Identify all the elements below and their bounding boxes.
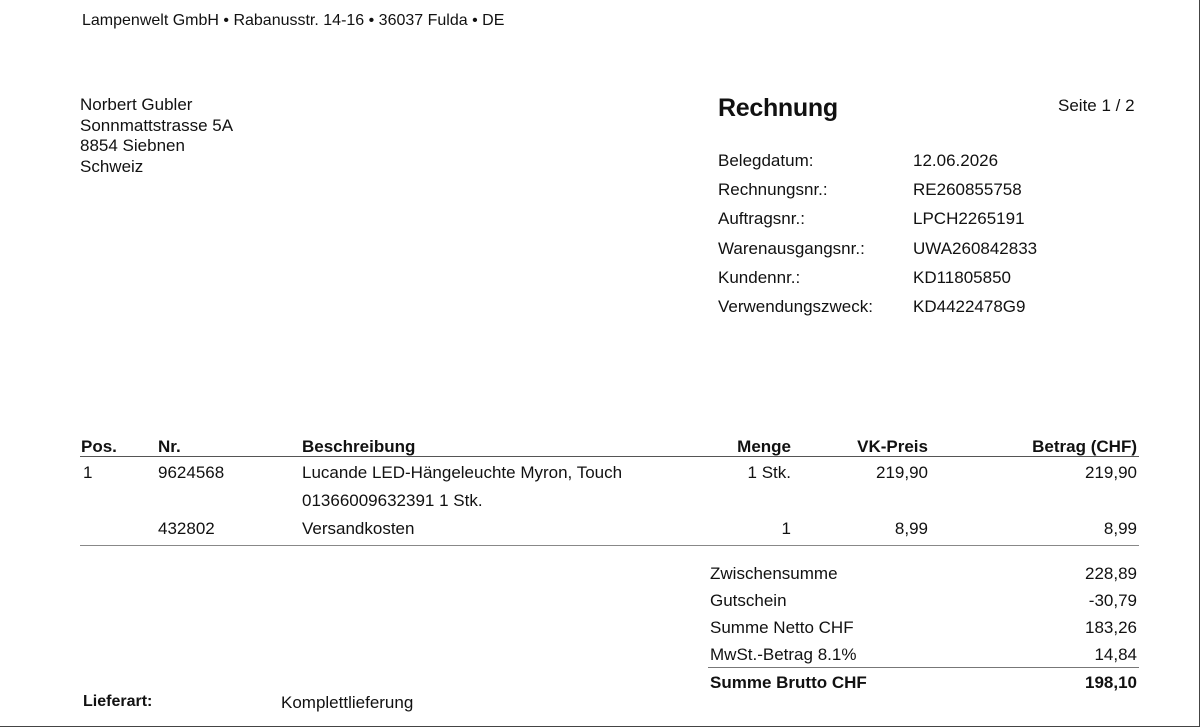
row-quantity: 1 — [781, 519, 791, 538]
recipient-country: Schweiz — [80, 156, 144, 176]
meta-label: Verwendungszweck: — [718, 296, 873, 316]
row-pos: 1 — [83, 463, 93, 482]
row-quantity: 1 Stk. — [747, 463, 791, 482]
row-nr: 432802 — [158, 519, 215, 538]
col-header-nr: Nr. — [158, 437, 181, 456]
meta-value: RE260855758 — [913, 180, 1022, 200]
row-price: 8,99 — [894, 519, 928, 538]
total-value-net: 183,26 — [1085, 618, 1137, 637]
document-title: Rechnung — [718, 94, 838, 122]
total-label-net: Summe Netto CHF — [710, 618, 854, 637]
table-bottom-divider — [80, 545, 1139, 546]
row-description: Versandkosten — [302, 519, 415, 538]
meta-value: UWA260842833 — [913, 238, 1038, 258]
row-amount: 219,90 — [1085, 463, 1137, 482]
meta-value: KD4422478G9 — [913, 296, 1026, 316]
meta-label: Warenausgangsnr.: — [718, 238, 865, 258]
total-value-subtotal: 228,89 — [1085, 564, 1137, 583]
meta-value: 12.06.2026 — [913, 151, 999, 170]
recipient-street: Sonnmattstrasse 5A — [80, 115, 234, 135]
sender-line: Lampenwelt GmbH • Rabanusstr. 14-16 • 36037 Fulda • DE — [82, 12, 505, 29]
page-number: Seite 1 / 2 — [1058, 96, 1135, 115]
table-header-divider — [80, 456, 1139, 457]
meta-value: KD11805850 — [913, 267, 1011, 287]
meta-label: Auftragsnr.: — [718, 209, 805, 229]
total-value-vat: 14,84 — [1094, 645, 1137, 664]
col-header-description: Beschreibung — [302, 437, 416, 456]
col-header-quantity: Menge — [737, 437, 791, 456]
col-header-amount: Betrag (CHF) — [1032, 437, 1137, 456]
recipient-address — [80, 95, 233, 177]
total-value-gross: 198,10 — [1085, 673, 1137, 692]
row-nr: 9624568 — [158, 463, 225, 482]
total-value-voucher: -30,79 — [1088, 591, 1137, 610]
totals-divider — [708, 667, 1139, 668]
delivery-label: Lieferart: — [83, 693, 153, 710]
delivery-value: Komplettlieferung — [281, 693, 414, 712]
meta-label: Rechnungsnr.: — [718, 180, 828, 200]
meta-label: Kundennr.: — [718, 267, 801, 287]
meta-value: LPCH2265191 — [913, 209, 1025, 229]
row-description: Lucande LED-Hängeleuchte Myron, Touch — [302, 463, 623, 482]
recipient-name: Norbert Gubler — [80, 95, 193, 114]
row-description-continuation: 01366009632391 1 Stk. — [302, 491, 483, 510]
total-label-subtotal: Zwischensumme — [710, 564, 838, 583]
row-price: 219,90 — [876, 463, 928, 482]
col-header-pos: Pos. — [81, 437, 117, 456]
total-label-voucher: Gutschein — [710, 591, 787, 610]
col-header-price: VK-Preis — [857, 437, 928, 456]
total-label-vat: MwSt.-Betrag 8.1% — [710, 645, 857, 664]
meta-label: Belegdatum: — [718, 151, 814, 170]
recipient-city: 8854 Siebnen — [80, 136, 185, 155]
row-amount: 8,99 — [1103, 519, 1137, 538]
total-label-gross: Summe Brutto CHF — [710, 673, 867, 692]
